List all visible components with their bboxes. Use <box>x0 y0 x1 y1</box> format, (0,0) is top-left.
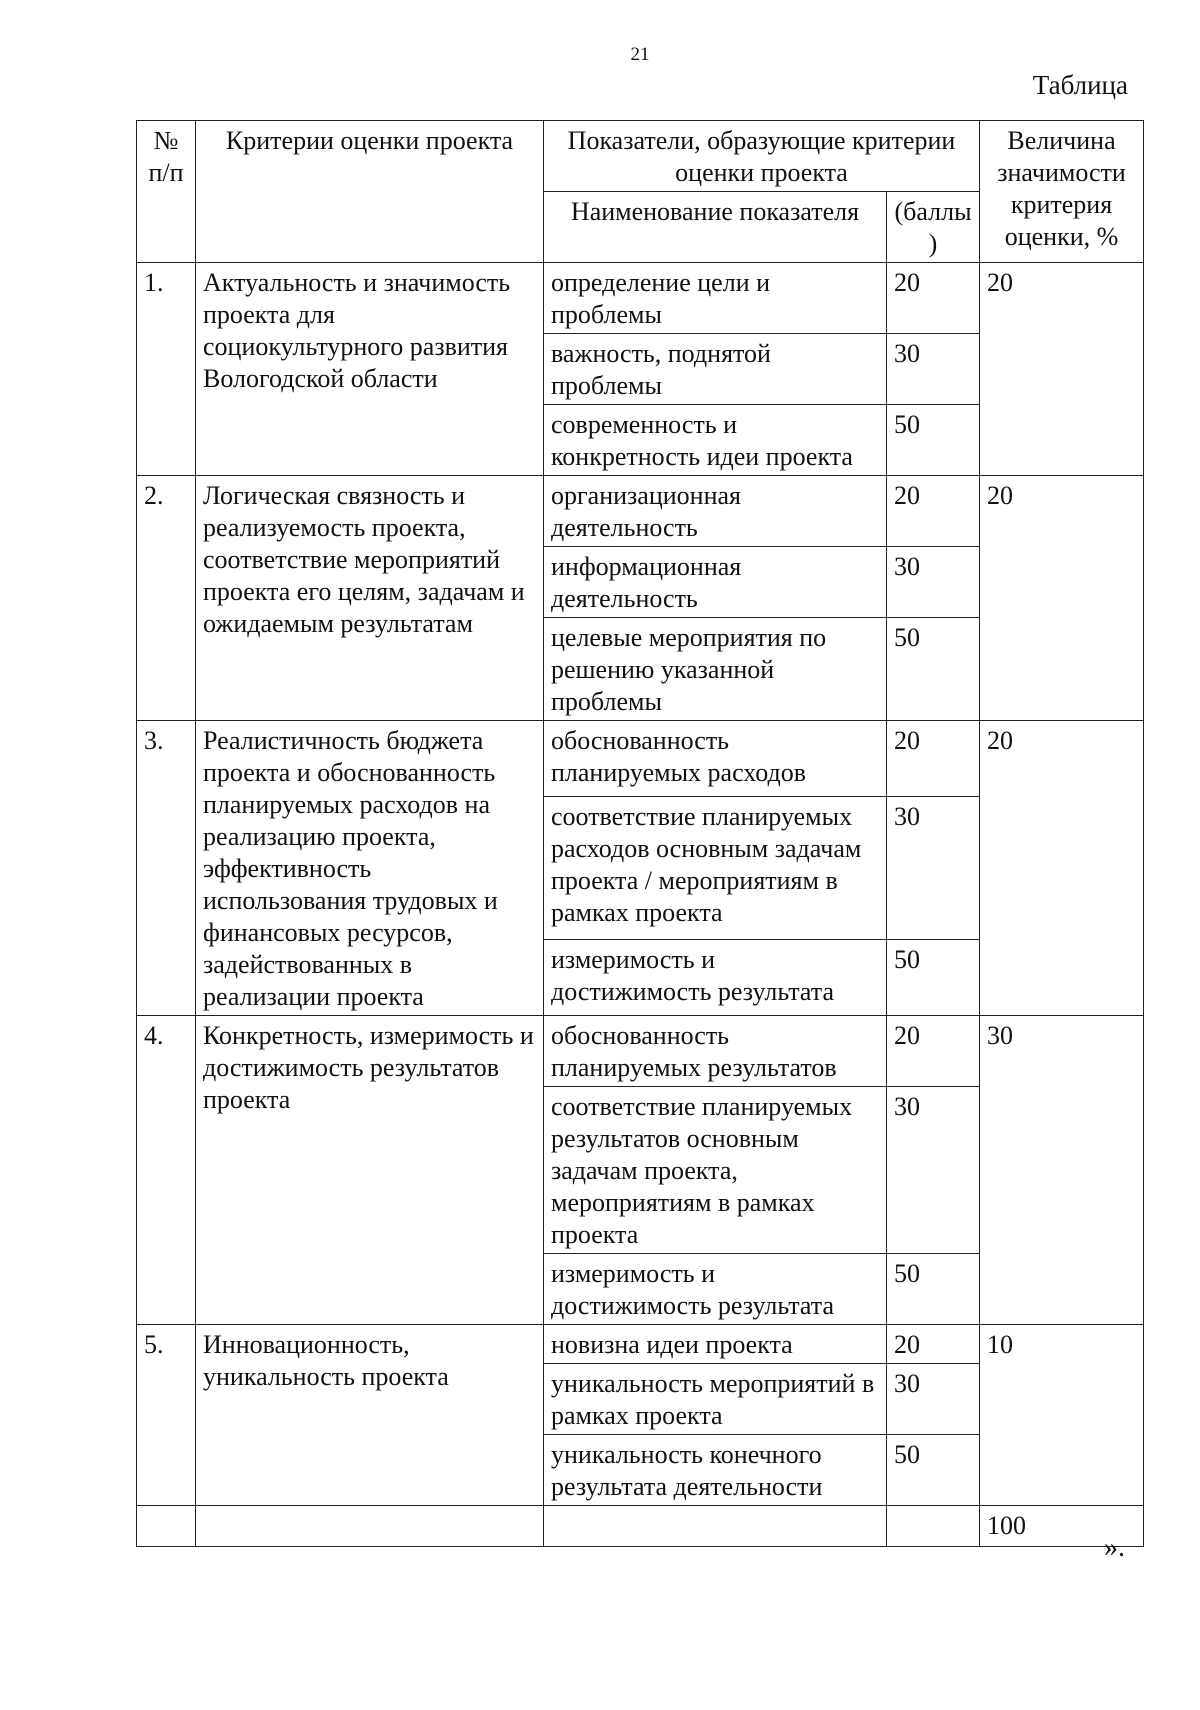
row-number: 5. <box>137 1325 196 1506</box>
indicator-name-cell: новизна идеи проекта <box>544 1325 887 1364</box>
indicator-points-cell: 30 <box>887 547 980 618</box>
weight-cell: 20 <box>980 263 1144 476</box>
header-num: № п/п <box>137 121 196 263</box>
indicator-points-cell: 30 <box>887 334 980 405</box>
empty-cell <box>137 1506 196 1547</box>
indicator-name-cell: обоснованность планируемых результатов <box>544 1016 887 1087</box>
indicator-points-cell: 20 <box>887 1325 980 1364</box>
indicator-points-cell: 30 <box>887 796 980 940</box>
indicator-points-cell: 50 <box>887 940 980 1016</box>
table-header-row <box>137 121 1144 192</box>
indicator-points-cell: 50 <box>887 1435 980 1506</box>
indicator-points-cell: 30 <box>887 1087 980 1254</box>
criterion-cell: Конкретность, измеримость и достижимость результатов проекта <box>196 1016 544 1325</box>
table-row <box>137 1016 1144 1087</box>
page-number: 21 <box>630 44 650 65</box>
total-weight-cell: 100 <box>980 1506 1144 1547</box>
indicator-name-cell: важность, поднятой проблемы <box>544 334 887 405</box>
indicator-points-cell: 50 <box>887 618 980 721</box>
criterion-cell: Логическая связность и реализуемость проекта, соответствие мероприятий проекта его целям, задачам и ожидаемым результатам <box>196 476 544 721</box>
weight-cell: 20 <box>980 476 1144 721</box>
indicator-name-cell: соответствие планируемых расходов основным задачам проекта / мероприятиям в рамках проекта <box>544 796 887 940</box>
indicator-points-cell: 20 <box>887 263 980 334</box>
indicator-name-cell: определение цели и проблемы <box>544 263 887 334</box>
indicator-name-cell: соответствие планируемых результатов основным задачам проекта, мероприятиям в рамках проекта <box>544 1087 887 1254</box>
empty-cell <box>544 1506 887 1547</box>
row-number: 1. <box>137 263 196 476</box>
indicator-name-cell: целевые мероприятия по решению указанной проблемы <box>544 618 887 721</box>
weight-cell: 20 <box>980 721 1144 1016</box>
table-row <box>137 263 1144 334</box>
total-row <box>137 1506 1144 1547</box>
header-indicator-name: Наименование показателя <box>544 192 887 263</box>
empty-cell <box>887 1506 980 1547</box>
weight-cell: 30 <box>980 1016 1144 1325</box>
header-points: (баллы) <box>887 192 980 263</box>
row-number: 2. <box>137 476 196 721</box>
criterion-cell: Инновационность, уникальность проекта <box>196 1325 544 1506</box>
weight-cell: 10 <box>980 1325 1144 1506</box>
indicator-name-cell: уникальность конечного результата деятельности <box>544 1435 887 1506</box>
criterion-cell: Актуальность и значимость проекта для социокультурного развития Вологодской области <box>196 263 544 476</box>
indicator-points-cell: 50 <box>887 405 980 476</box>
indicator-name-cell: измеримость и достижимость результата <box>544 1254 887 1325</box>
table-caption: Таблица <box>1032 70 1128 100</box>
indicator-points-cell: 30 <box>887 1364 980 1435</box>
indicator-name-cell: измеримость и достижимость результата <box>544 940 887 1016</box>
empty-cell <box>196 1506 544 1547</box>
indicator-name-cell: информационная деятельность <box>544 547 887 618</box>
indicator-name-cell: современность и конкретность идеи проекта <box>544 405 887 476</box>
criteria-table <box>136 120 1144 1547</box>
header-weight: Величина значимости критерия оценки, % <box>980 121 1144 263</box>
indicator-points-cell: 20 <box>887 1016 980 1087</box>
indicator-name-cell: обоснованность планируемых расходов <box>544 721 887 797</box>
indicator-points-cell: 50 <box>887 1254 980 1325</box>
table-row <box>137 721 1144 797</box>
indicator-name-cell: уникальность мероприятий в рамках проекта <box>544 1364 887 1435</box>
table-row <box>137 476 1144 547</box>
row-number: 4. <box>137 1016 196 1325</box>
criterion-cell: Реалистичность бюджета проекта и обоснованность планируемых расходов на реализацию проекта, эффективность использования трудовых и финансовых ресурсов, задействованных в реализации проекта <box>196 721 544 1016</box>
row-number: 3. <box>137 721 196 1016</box>
closing-quote: ». <box>1104 1532 1125 1563</box>
header-criteria: Критерии оценки проекта <box>196 121 544 263</box>
indicator-points-cell: 20 <box>887 476 980 547</box>
header-indicators-group: Показатели, образующие критерии оценки проекта <box>544 121 980 192</box>
indicator-points-cell: 20 <box>887 721 980 797</box>
table-row <box>137 1325 1144 1364</box>
indicator-name-cell: организационная деятельность <box>544 476 887 547</box>
